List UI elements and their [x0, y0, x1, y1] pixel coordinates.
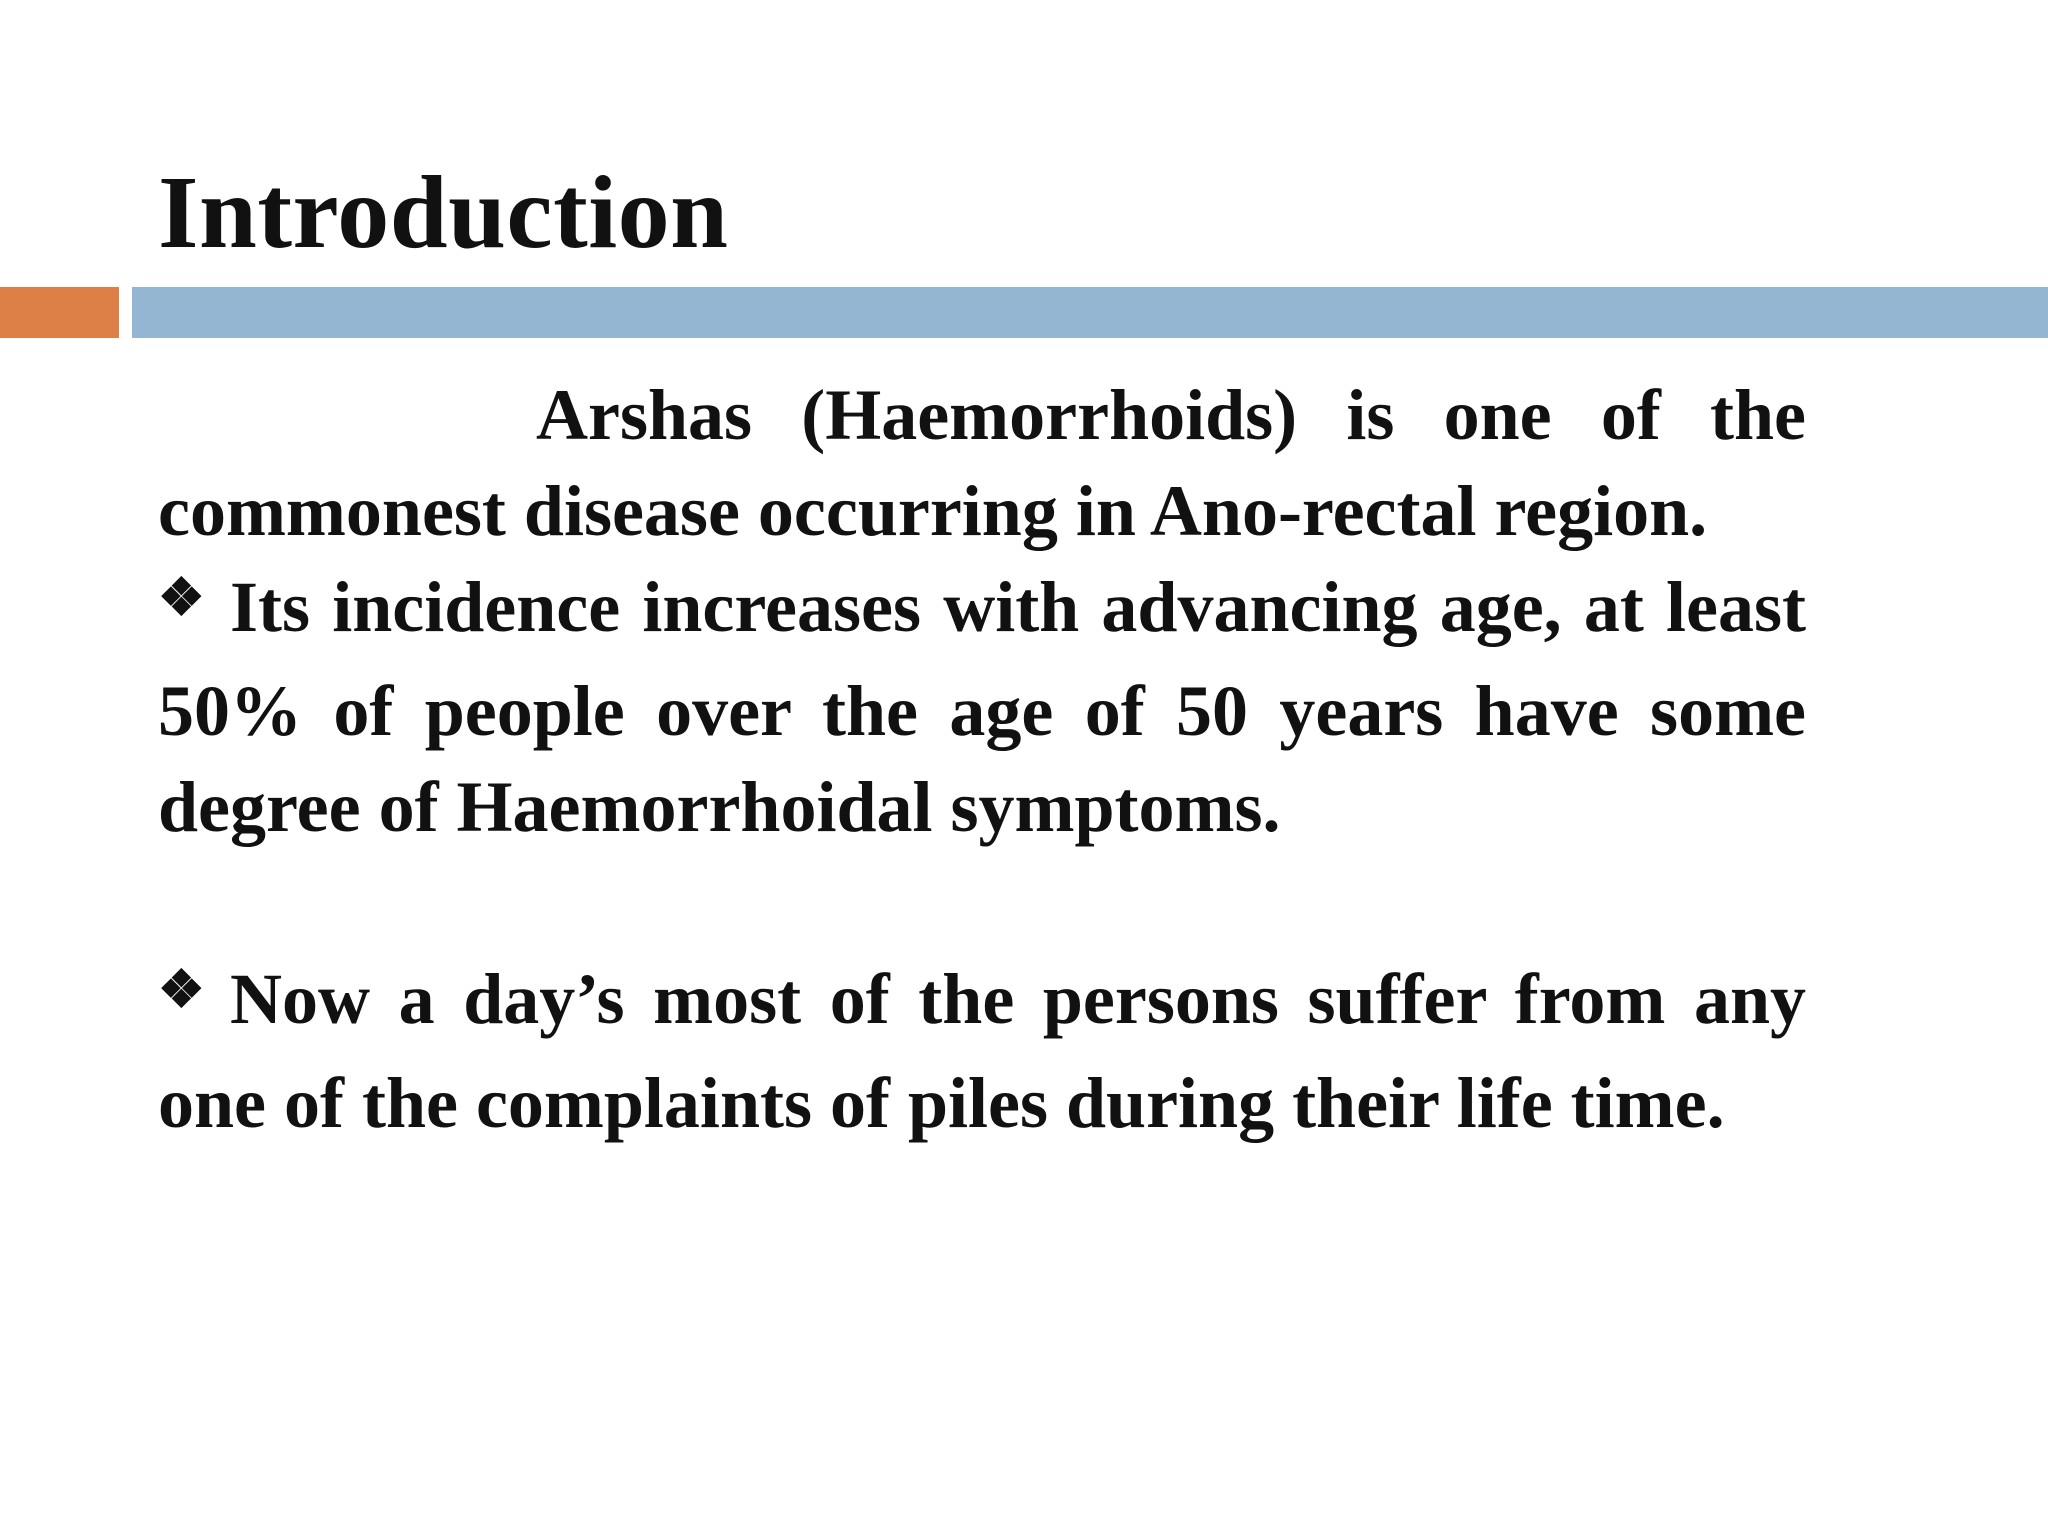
- bullet-paragraph-piles-text: Now a day’s most of the persons suffer from any one of the complaints of piles during their life time.: [158, 959, 1806, 1143]
- paragraph-spacer: [158, 855, 1806, 951]
- four-diamond-bullet-icon: ❖: [158, 570, 205, 627]
- slide-body: [158, 367, 1806, 1151]
- accent-bar-orange: [0, 287, 119, 338]
- intro-paragraph: [158, 367, 1806, 559]
- intro-paragraph-text: Arshas (Haemorrhoids) is one of the commonest disease occurring in Ano-rectal region.: [158, 375, 1806, 551]
- four-diamond-bullet-icon: ❖: [158, 962, 205, 1019]
- slide-title: Introduction: [158, 155, 729, 270]
- bullet-paragraph-incidence: [158, 559, 1806, 855]
- bullet-paragraph-incidence-text: Its incidence increases with advancing age, at least 50% of people over the age of 50 years have some degree of Haemorrhoidal symptoms.: [158, 567, 1806, 847]
- bullet-paragraph-piles: [158, 951, 1806, 1151]
- accent-bar-blue: [132, 287, 2048, 338]
